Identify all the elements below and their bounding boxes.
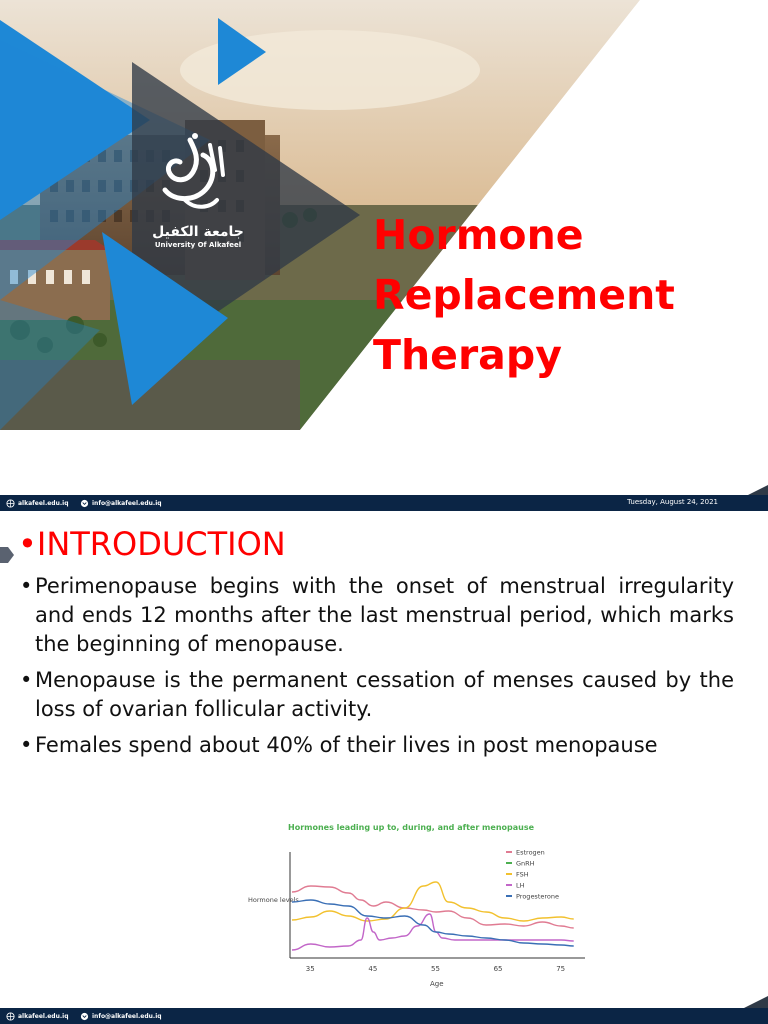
globe-icon [6,499,15,508]
legend-label: Progesterone [516,892,559,901]
legend-label: GnRH [516,859,535,868]
logo-text [148,224,248,250]
bullet-item: • Menopause is the permanent cessation of menses caused by the loss of ovarian follicular activity. [20,666,734,724]
footer-website-text: alkafeel.edu.iq [18,499,69,507]
x-tick-label: 55 [431,965,440,973]
email-icon [80,499,89,508]
logo-arabic-name: جامعة الكفيل [152,224,244,240]
title-line-2: Replacement [373,271,675,319]
corner-triangle-icon [744,996,768,1008]
chart-title: Hormones leading up to, during, and after menopause [288,823,535,832]
email-icon [80,1012,89,1021]
x-tick-label: 45 [368,965,378,973]
bullet-item: • Perimenopause begins with the onset of menstrual irregularity and ends 12 months after the last menstrual period, which marks the beginning of menopause. [20,572,734,659]
footer-website-text: alkafeel.edu.iq [18,1012,69,1020]
x-tick-label: 75 [556,965,566,973]
x-tick-label: 65 [493,965,503,973]
legend-label: FSH [516,870,529,879]
footer-website[interactable] [6,1010,69,1022]
title-line-3: Therapy [373,331,562,379]
x-tick-label: 35 [305,965,315,973]
bullet-list [20,572,734,767]
slide-heading: •INTRODUCTION [18,525,286,563]
slide-title [373,205,753,385]
chart-xlabel: Age [430,980,444,988]
footer-email[interactable] [80,497,162,509]
footer-website[interactable] [6,497,69,509]
introduction-slide [0,512,768,1024]
footer-email-text: info@alkafeel.edu.iq [92,1012,162,1020]
bullet-item: • Females spend about 40% of their lives in post menopause [20,731,734,760]
title-slide [0,0,768,494]
chart-ylabel: Hormone levels [248,896,299,904]
footer-email[interactable] [80,1010,162,1022]
globe-icon [6,1012,15,1021]
hormone-line-chart [240,814,590,992]
arrow-tab-icon [0,547,14,563]
legend-label: Estrogen [516,848,545,857]
footer-date: Tuesday, August 24, 2021 [627,498,718,506]
footer-bar-2 [0,1008,768,1024]
title-line-1: Hormone [373,211,584,259]
legend-label: LH [516,881,525,890]
footer-email-text: info@alkafeel.edu.iq [92,499,162,507]
footer-bar-1 [0,495,768,511]
logo-english-name: University Of Alkafeel [154,241,242,249]
